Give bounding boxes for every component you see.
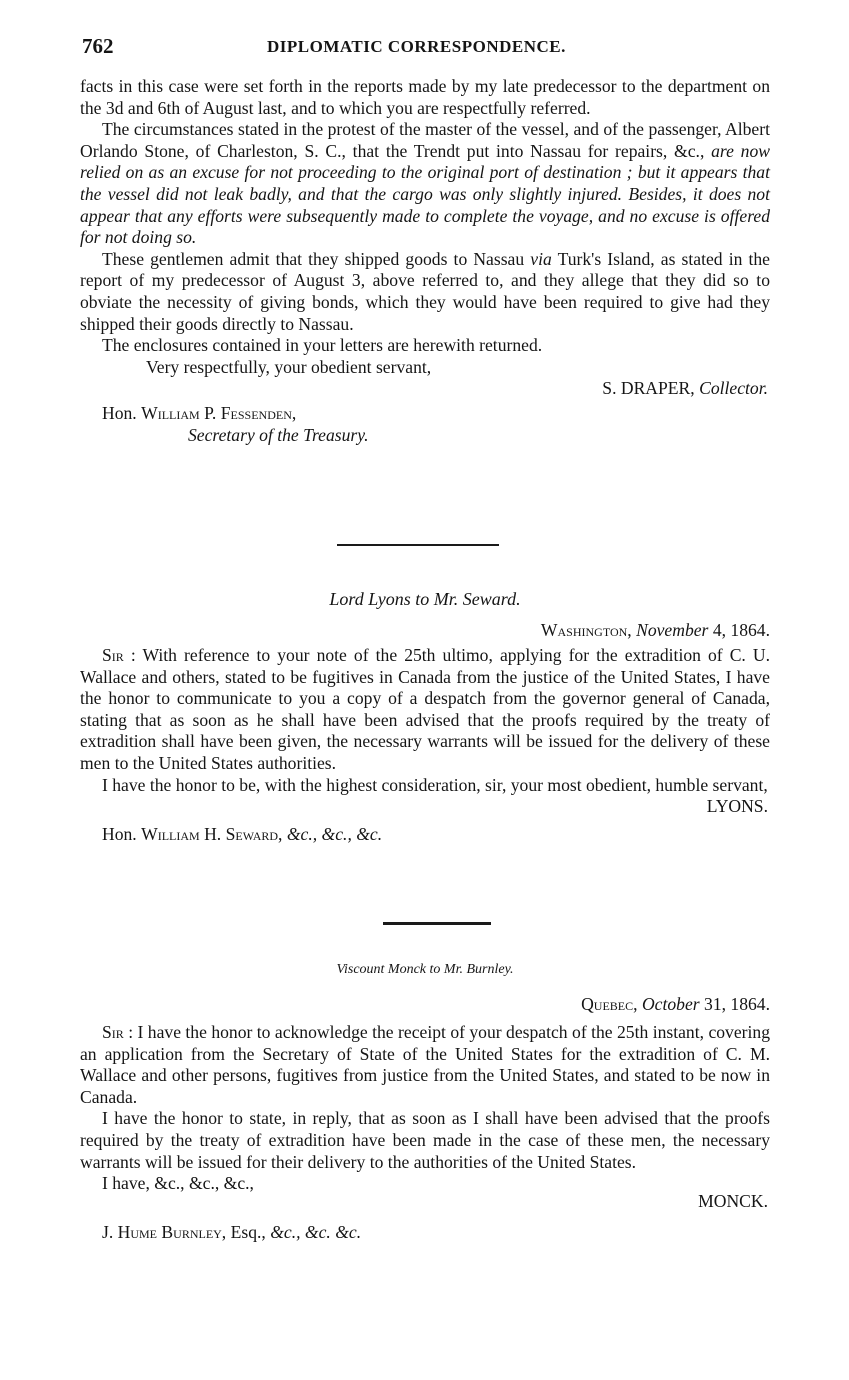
addressee-name: William P. Fessenden, — [141, 402, 297, 423]
paragraph: I have the honor to be, with the highest consideration, sir, your most obedient, humble servant, — [102, 774, 768, 795]
letter-heading: Lord Lyons to Mr. Seward. — [329, 589, 521, 609]
letter-heading: Viscount Monck to Mr. Burnley. — [336, 962, 514, 977]
closing-line: Very respectfully, your obedient servant, — [146, 356, 432, 377]
dateline — [80, 620, 770, 641]
paragraph: facts in this case were set forth in the reports made by my late predecessor to the department on the 3d and 6th of August last, and to which you are respectfully referred. — [80, 76, 770, 118]
dateline-place: Quebec, — [581, 994, 638, 1014]
salutation: Sir : — [102, 1022, 134, 1042]
addressee-hon: Hon. — [102, 402, 137, 423]
signature — [80, 378, 770, 400]
paragraph — [80, 1022, 770, 1108]
dateline — [80, 994, 770, 1015]
paragraph: I have, &c., &c., &c., — [102, 1173, 254, 1194]
paragraph-text: The circumstances stated in the protest of the master of the vessel, and of the passenger, Albert Orlando Stone, of Charleston, S. C., that the Trendt put into Nassau for repairs, &c., — [80, 119, 770, 161]
paragraph-italic-text: via — [530, 248, 552, 269]
addressee — [80, 1222, 770, 1244]
letter-lyons — [80, 645, 770, 845]
addressee-etc: &c., &c. &c. — [270, 1222, 362, 1243]
dateline-place: Washington, — [540, 620, 632, 640]
paragraph — [80, 645, 770, 775]
addressee-title: Secretary of the Treasury. — [188, 424, 369, 445]
paragraph: The enclosures contained in your letters are herewith returned. — [102, 335, 543, 356]
dateline-date: 31, 1864. — [704, 994, 770, 1014]
addressee-etc: &c., &c., &c. — [286, 823, 383, 844]
signature-title: Collector. — [699, 378, 768, 399]
salutation: Sir : — [102, 645, 136, 665]
signature: LYONS. — [706, 796, 768, 817]
paragraph — [80, 119, 770, 249]
addressee-hon: Hon. — [102, 823, 137, 844]
letter-monck — [80, 1022, 770, 1244]
paragraph-text: These gentlemen admit that they shipped goods to Nassau — [102, 248, 531, 269]
addressee — [80, 403, 770, 425]
dateline-date: 4, 1864. — [712, 620, 770, 640]
dateline-month: October — [641, 994, 700, 1014]
paragraph-text: With reference to your note of the 25th ultimo, applying for the extradition of C. U. Wallace and others, stated to be fugitives in Canada from the justice of the United States, I have the honor to communicate to you a copy of a despatch from the governor general of Canada, stating that as soon as he shall have been advised that the proofs required by the treaty of extradition shall have been given, the necessary warrants will be issued for the delivery of these men to the United States authorities. — [80, 645, 771, 773]
letter-draper — [80, 76, 770, 446]
running-head: DIPLOMATIC CORRESPONDENCE. — [267, 37, 566, 56]
dateline-month: November — [636, 620, 709, 640]
addressee — [80, 824, 770, 846]
signature: MONCK. — [698, 1190, 768, 1211]
page-header — [82, 34, 772, 60]
section-divider — [383, 922, 491, 925]
paragraph-text: I have the honor to acknowledge the receipt of your despatch of the 25th instant, covering an application from the Secretary of State of the United States for the extradition of C. M. Wallace and other persons, fugitives from justice from the United States, and stated to be now in Canada. — [80, 1022, 770, 1107]
paragraph: I have the honor to state, in reply, that as soon as I shall have been advised that the proofs required by the treaty of extradition have been made in the case of these men, the necessary warrants will be issued for their delivery to the authorities of the United States. — [80, 1108, 770, 1172]
addressee-esq: Esq., — [230, 1222, 266, 1243]
page-number: 762 — [82, 34, 114, 58]
addressee-name: J. Hume Burnley, — [102, 1222, 227, 1243]
paragraph-text: Turk's Island, as stated in the report of my predecessor of August 3, above referred to, and they allege that they did so to obviate the necessity of giving bonds, which they would have been required to give had they shipped their goods directly to Nassau. — [80, 248, 770, 334]
signature-name: S. DRAPER, — [602, 378, 695, 399]
paragraph — [80, 249, 770, 335]
section-divider — [337, 544, 499, 546]
paragraph-italic-text: are now relied on as an excuse for not proceeding to the original port of destination ; but it appears that the vessel did not leak badly, and that the cargo was only slightly injured. Besides, it does not appear that any efforts were subsequently made to complete the voyage, and no excuse is offered for not doing so. — [80, 140, 770, 248]
addressee-name: William H. Seward, — [141, 823, 283, 844]
